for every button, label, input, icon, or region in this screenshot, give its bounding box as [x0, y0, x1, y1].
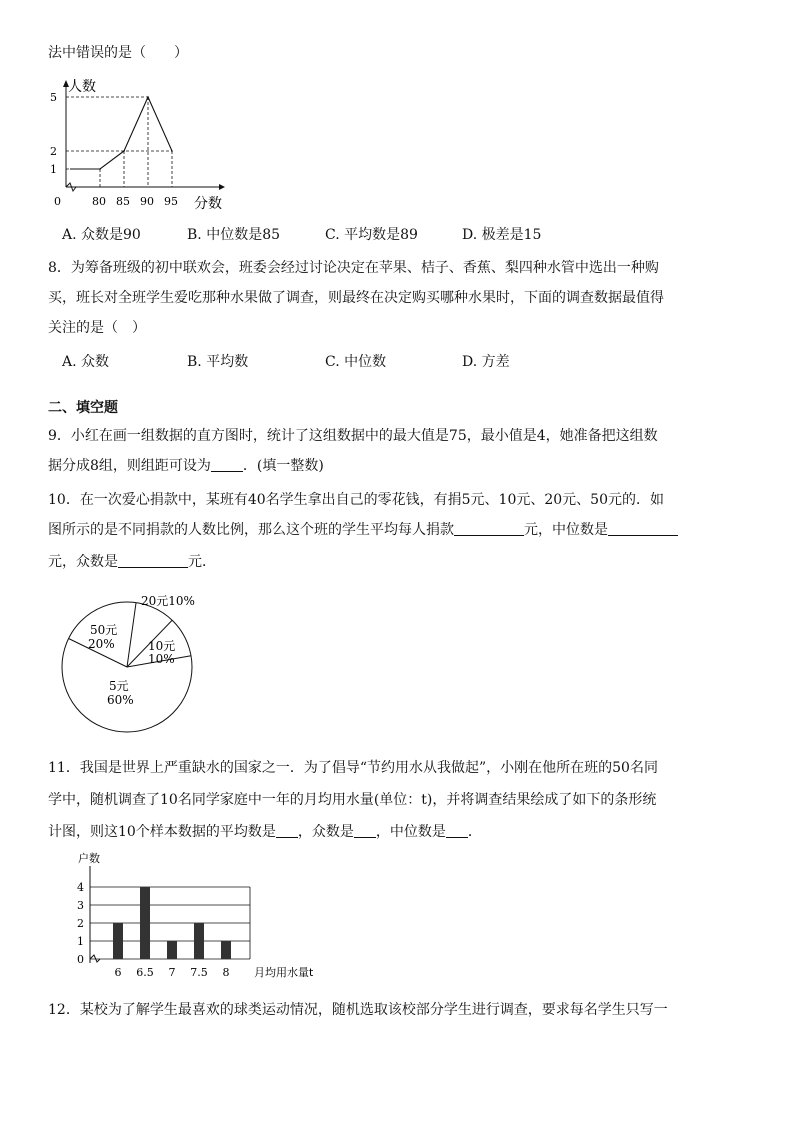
q8-option-b[interactable]: B. 平均数: [187, 354, 249, 370]
q7-point: [99, 168, 101, 170]
q11-y-tick: 4: [77, 881, 84, 894]
q10-line-1: 10．在一次爱心捐款中，某班有40名学生拿出自己的零花钱，有捐5元、10元、20元、50元的．如: [48, 492, 664, 508]
q7-point: [123, 150, 125, 152]
q7-point: [171, 150, 173, 152]
q11-x-label: 月均用水量t: [254, 966, 314, 979]
q10-median-blank[interactable]: [608, 521, 678, 536]
q8-option-a[interactable]: A. 众数: [62, 354, 110, 370]
q10-mode-blank[interactable]: [118, 553, 188, 568]
q11-bar: [167, 941, 177, 959]
q11-bar-chart: [60, 852, 330, 982]
q11-median-blank[interactable]: [446, 823, 468, 838]
q10-percent-label: 60%: [107, 693, 134, 707]
q7-x-tick: 80: [92, 195, 106, 208]
q10-slice-label: 10元: [148, 639, 176, 653]
q7-x-tick: 85: [116, 195, 130, 208]
q11-x-tick: 7: [168, 966, 176, 979]
q11-line-3: 计图，则这10个样本数据的平均数是 ，众数是 ，中位数是 ．: [48, 824, 482, 840]
section-title: 二、填空题: [48, 400, 118, 416]
q11-y-tick: 0: [77, 953, 84, 966]
q7-option-b[interactable]: B. 中位数是85: [187, 227, 281, 243]
q11-mode-blank[interactable]: [354, 823, 376, 838]
q9-line-2: 据分成8组，则组距可设为 ．(填一整数): [48, 458, 324, 474]
q7-option-d[interactable]: D. 极差是15: [462, 227, 542, 243]
q11-bar: [194, 923, 204, 959]
q11-x-tick: 8: [222, 966, 230, 979]
q7-stem-tail: 法中错误的是（ ）: [48, 45, 188, 61]
q9-line-1: 9．小红在画一组数据的直方图时，统计了这组数据中的最大值是75，最小值是4，她准备把这组数: [48, 428, 658, 444]
q11-bar: [140, 887, 150, 959]
q10-percent-label: 20%: [88, 637, 115, 651]
q11-x-tick: 6: [114, 966, 122, 979]
q8-line-2: 买，班长对全班学生爱吃那种水果做了调查，则最终在决定购买哪种水果时，下面的调查数据最值得: [48, 290, 664, 306]
q7-y-label: 人数: [68, 79, 96, 95]
q7-y-tick: 1: [50, 163, 57, 176]
q7-line-chart: [44, 75, 284, 215]
q11-x-tick: 6.5: [136, 966, 154, 979]
q11-axis-break: [90, 955, 100, 962]
q11-line-2: 学中，随机调查了10名同学家庭中一年的月均用水量(单位：t)，并将调查结果绘成了如下的条形统: [48, 792, 657, 808]
q10-slice-label: 20元10%: [141, 594, 195, 608]
q7-x-label: 分数: [194, 196, 222, 212]
q7-option-c[interactable]: C. 平均数是89: [325, 227, 418, 243]
q7-x-tick: 95: [164, 195, 178, 208]
q7-option-a[interactable]: A. 众数是90: [62, 227, 141, 243]
q11-y-tick: 1: [77, 935, 84, 948]
q11-line-1: 11．我国是世界上严重缺水的国家之一．为了倡导“节约用水从我做起”，小刚在他所在班的50名同: [48, 760, 658, 776]
q11-y-tick: 2: [77, 917, 84, 930]
q9-answer-blank[interactable]: [211, 457, 243, 472]
q10-slice-label: 5元: [109, 679, 129, 693]
q7-x-tick: 90: [140, 195, 154, 208]
q11-mean-blank[interactable]: [276, 823, 298, 838]
q10-line-3: 元，众数是 元．: [48, 554, 216, 570]
q10-pie-chart: [52, 592, 202, 742]
q11-y-label: 户数: [78, 852, 100, 865]
q12-line-1: 12．某校为了解学生最喜欢的球类运动情况，随机选取该校部分学生进行调查，要求每名学生只写一: [48, 1002, 668, 1018]
q8-line-3: 关注的是（ ）: [48, 320, 146, 336]
q10-slice-border: [127, 603, 136, 667]
q10-percent-label: 10%: [148, 652, 175, 666]
q8-option-d[interactable]: D. 方差: [462, 354, 510, 370]
q8-line-1: 8．为筹备班级的初中联欢会，班委会经过讨论决定在苹果、桔子、香蕉、梨四种水管中选出一种购: [48, 260, 659, 276]
q10-line-2: 图所示的是不同捐款的人数比例，那么这个班的学生平均每人捐款 元，中位数是: [48, 520, 678, 540]
q8-option-c[interactable]: C. 中位数: [325, 354, 387, 370]
q10-mean-blank[interactable]: [454, 521, 524, 536]
q7-point: [147, 96, 149, 98]
q7-origin-label: 0: [54, 195, 61, 208]
q7-y-tick: 5: [50, 91, 57, 104]
q7-x-arrow: [219, 184, 225, 190]
q11-y-tick: 3: [77, 899, 84, 912]
q11-bar: [113, 923, 123, 959]
q7-series-line: [70, 97, 172, 169]
q11-bar: [221, 941, 231, 959]
q11-x-tick: 7.5: [190, 966, 208, 979]
q7-y-tick: 2: [50, 145, 57, 158]
q10-slice-label: 50元: [90, 623, 118, 637]
